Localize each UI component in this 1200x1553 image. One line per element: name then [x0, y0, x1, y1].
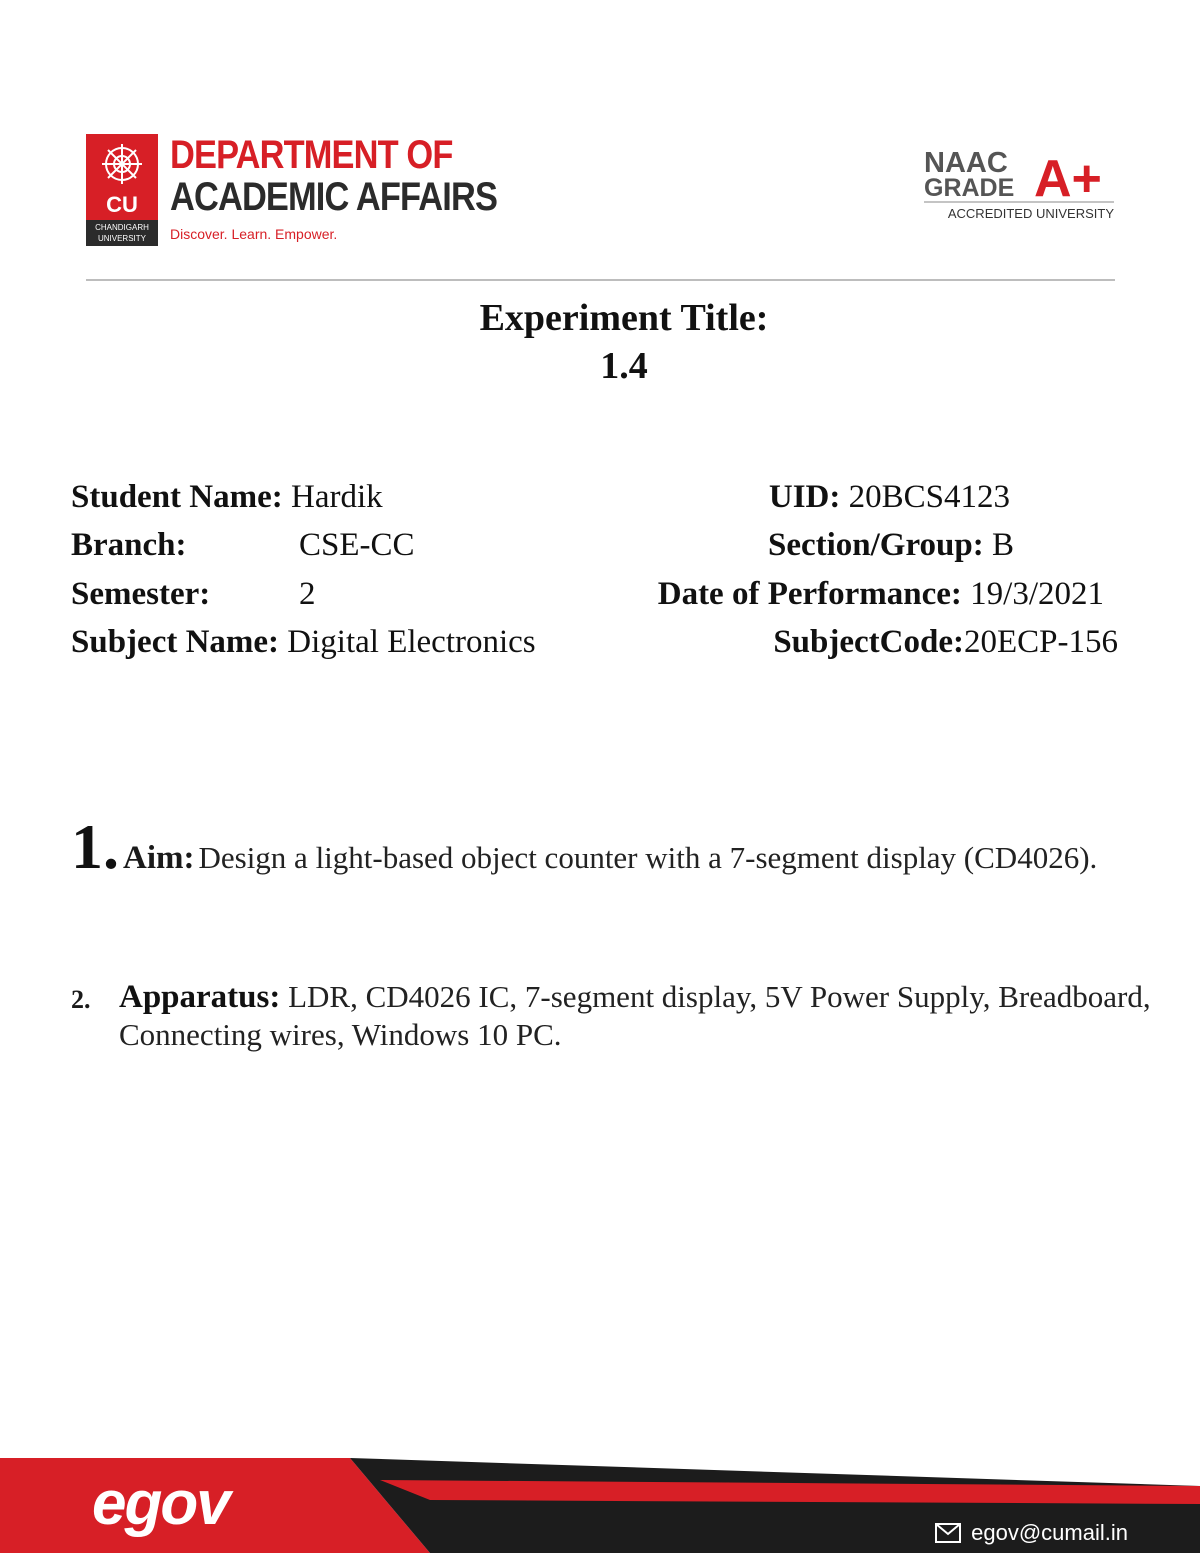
naac-line1: NAAC	[924, 147, 1008, 179]
apparatus-text-2: Connecting wires, Windows 10 PC.	[119, 1017, 562, 1052]
uid-label: UID:	[768, 479, 841, 515]
experiment-title	[0, 294, 1200, 390]
student-name-label: Student Name:	[71, 479, 283, 515]
student-name-value: Hardik	[291, 479, 383, 515]
date-row	[658, 574, 1104, 614]
tagline: Discover. Learn. Empower.	[170, 226, 338, 242]
dept-line-2: ACADEMIC AFFAIRS	[170, 175, 498, 219]
egov-logo: egov	[92, 1469, 229, 1538]
apparatus-line-1	[119, 978, 1189, 1016]
subject-label: Subject Name:	[71, 624, 280, 660]
naac-line3: ACCREDITED UNIVERSITY	[947, 206, 1114, 221]
branch-value: CSE-CC	[299, 527, 415, 563]
aim-label: Aim:	[123, 840, 195, 876]
naac-grade: A+	[1034, 150, 1102, 208]
naac-badge	[924, 144, 1116, 224]
footer-email-text[interactable]: egov@cumail.in	[971, 1520, 1128, 1545]
branch-label: Branch:	[71, 527, 187, 563]
date-value: 19/3/2021	[970, 576, 1104, 612]
department-title	[170, 134, 510, 242]
semester-label: Semester:	[71, 576, 211, 612]
apparatus-number: 2.	[71, 985, 91, 1014]
semester-row	[71, 574, 210, 614]
experiment-title-label: Experiment Title:	[479, 297, 769, 339]
section-value: B	[991, 527, 1014, 563]
date-label: Date of Performance:	[657, 576, 962, 612]
header-divider	[86, 279, 1115, 281]
branch-row	[71, 525, 187, 565]
apparatus-label: Apparatus:	[119, 979, 281, 1015]
mail-icon	[935, 1523, 961, 1543]
student-name-row	[71, 477, 383, 517]
subject-value: Digital Electronics	[287, 624, 536, 660]
apparatus-section	[119, 978, 1189, 1054]
aim-number: 1.	[71, 811, 119, 882]
subject-code-row	[773, 622, 1118, 662]
subject-code-value: 20ECP-156	[963, 624, 1118, 660]
aim-section	[71, 812, 1171, 882]
uid-value: 20BCS4123	[848, 479, 1010, 515]
cu-logo	[86, 134, 158, 246]
uid-row	[769, 477, 1010, 517]
subject-row	[71, 622, 536, 662]
footer-email[interactable]	[935, 1517, 1128, 1549]
aim-text: Design a light-based object counter with a 7-segment display (CD4026).	[198, 840, 1098, 875]
cu-university-line2: UNIVERSITY	[97, 234, 147, 243]
cu-university-line1: CHANDIGARH	[95, 223, 149, 232]
cu-abbr: CU	[106, 192, 138, 217]
section-label: Section/Group:	[767, 527, 984, 563]
naac-line2: GRADE	[924, 174, 1015, 202]
semester-value-cell	[299, 574, 316, 614]
apparatus-text-1: LDR, CD4026 IC, 7-segment display, 5V Power Supply, Breadboard,	[288, 979, 1151, 1014]
semester-value: 2	[299, 576, 316, 612]
experiment-number: 1.4	[600, 345, 648, 387]
branch-value-cell	[299, 525, 415, 565]
subject-code-label: SubjectCode:	[773, 624, 964, 660]
dept-line-1: DEPARTMENT OF	[170, 133, 453, 177]
section-row	[768, 525, 1014, 565]
